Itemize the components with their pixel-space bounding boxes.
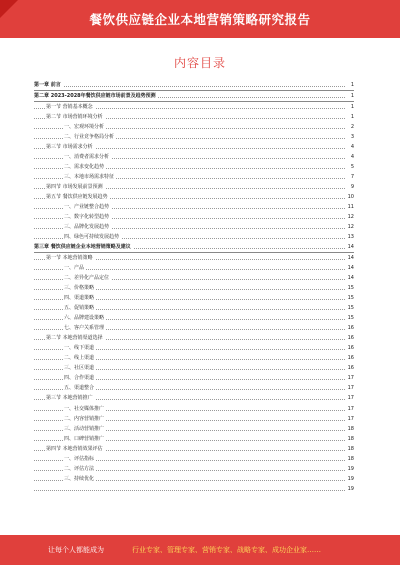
toc-entry[interactable] bbox=[34, 353, 354, 363]
toc-page-number: 2 bbox=[350, 124, 354, 131]
toc-entry[interactable] bbox=[34, 474, 354, 484]
toc-entry-title: 四、口碑营销推广 bbox=[64, 435, 105, 442]
toc-page-number: 1 bbox=[350, 104, 354, 111]
toc-entry[interactable] bbox=[34, 102, 354, 112]
toc-page-number: 14 bbox=[347, 265, 354, 272]
toc-entry-title: 第四节 本地营销效果评估 bbox=[46, 445, 103, 452]
toc-entry[interactable] bbox=[34, 323, 354, 333]
toc-page-number: 16 bbox=[347, 325, 354, 332]
toc-page-number: 4 bbox=[350, 154, 354, 161]
toc-entry[interactable] bbox=[34, 152, 354, 162]
report-title: 餐饮供应链企业本地营销策略研究报告 bbox=[89, 12, 311, 27]
toc-page-number: 18 bbox=[347, 435, 354, 442]
toc-entry[interactable] bbox=[34, 122, 354, 132]
toc-entry-title: 三、品牌化发展趋势 bbox=[64, 224, 110, 231]
toc-entry[interactable] bbox=[34, 444, 354, 454]
toc-leader-dots bbox=[34, 86, 345, 87]
toc-page-number: 11 bbox=[347, 204, 354, 211]
toc-entry-title: 一、评估指标 bbox=[64, 455, 95, 462]
toc-entry-title: 五、渠道整合 bbox=[64, 385, 95, 392]
toc-entry-title: 第一节 营销基本概念 bbox=[46, 104, 93, 111]
toc-page-number: 15 bbox=[347, 315, 354, 322]
toc-entry-title: 一、宏观环境分析 bbox=[64, 124, 105, 131]
toc-entry[interactable] bbox=[34, 454, 354, 464]
toc-page-number: 19 bbox=[347, 485, 354, 492]
toc-page-number: 17 bbox=[347, 415, 354, 422]
toc-entry[interactable] bbox=[34, 424, 354, 434]
toc-entry[interactable] bbox=[34, 253, 354, 263]
toc-entry-title: 四、渠道策略 bbox=[64, 295, 95, 302]
toc-entry[interactable] bbox=[34, 232, 354, 242]
toc-entry[interactable] bbox=[34, 283, 354, 293]
toc-page-number: 5 bbox=[350, 164, 354, 171]
toc-page-number: 4 bbox=[350, 144, 354, 151]
toc-entry-title: 第三章 餐饮供应链企业本地营销策略及建议 bbox=[34, 244, 131, 251]
toc-page-number: 17 bbox=[347, 395, 354, 402]
toc-entry-title: 第四节 市场发展前景预测 bbox=[46, 184, 103, 191]
toc-entry[interactable] bbox=[34, 273, 354, 283]
toc-entry[interactable] bbox=[34, 293, 354, 303]
toc-page-number: 17 bbox=[347, 405, 354, 412]
toc-entry-title: 第一章 前言 bbox=[34, 82, 61, 88]
toc-entry-title: 七、客户关系管理 bbox=[64, 325, 105, 332]
table-of-contents bbox=[34, 80, 354, 494]
toc-entry[interactable] bbox=[34, 80, 354, 91]
header-bar bbox=[0, 0, 400, 38]
toc-entry[interactable] bbox=[34, 172, 354, 182]
toc-page-number: 16 bbox=[347, 365, 354, 372]
toc-entry-title: 二、需求变化趋势 bbox=[64, 164, 105, 171]
toc-entry[interactable] bbox=[34, 313, 354, 323]
toc-entry-title: 一、消费者需求分析 bbox=[64, 154, 110, 161]
toc-page-number: 1 bbox=[350, 114, 354, 121]
toc-entry-title: 第五节 餐饮供应链发展趋势 bbox=[46, 194, 108, 201]
toc-entry-title: 五、促销策略 bbox=[64, 305, 95, 312]
toc-entry-title: 第一节 本地营销策略 bbox=[46, 255, 93, 262]
toc-entry-title: 第二章 2023-2028年餐饮供应链市场前景及趋势预测 bbox=[34, 93, 156, 100]
toc-page-number: 19 bbox=[347, 465, 354, 472]
footer-tagline: 行业专家、管理专家、营销专家、战略专家、成功企业家…… bbox=[132, 546, 321, 554]
toc-entry[interactable] bbox=[34, 182, 354, 192]
toc-entry-title: 三、活动营销推广 bbox=[64, 425, 105, 432]
toc-page-number: 17 bbox=[347, 375, 354, 382]
footer-slogan: 让每个人都能成为 bbox=[48, 546, 104, 554]
toc-entry[interactable] bbox=[34, 363, 354, 373]
toc-entry[interactable] bbox=[34, 383, 354, 393]
toc-page-number: 18 bbox=[347, 455, 354, 462]
toc-entry-title: 第三节 市场需求分析 bbox=[46, 144, 93, 151]
toc-entry[interactable] bbox=[34, 393, 354, 403]
toc-entry-title: 一、产品 bbox=[64, 265, 85, 272]
toc-entry-title: 二、内容营销推广 bbox=[64, 415, 105, 422]
toc-page-number: 13 bbox=[347, 234, 354, 241]
toc-page-number: 19 bbox=[347, 475, 354, 482]
toc-entry-title: 三、本地市场需求特征 bbox=[64, 174, 115, 181]
toc-entry[interactable] bbox=[34, 464, 354, 474]
toc-entry[interactable] bbox=[34, 162, 354, 172]
toc-entry-title: 二、评估方法 bbox=[64, 465, 95, 472]
toc-page-number: 15 bbox=[347, 305, 354, 312]
toc-page-number: 14 bbox=[347, 244, 354, 251]
toc-entry[interactable] bbox=[34, 373, 354, 383]
toc-entry-title: 一、产业链整合趋势 bbox=[64, 204, 110, 211]
toc-page-number: 3 bbox=[350, 134, 354, 141]
toc-entry-title: 二、差异化产品定位 bbox=[64, 275, 110, 282]
toc-page-number: 12 bbox=[347, 224, 354, 231]
toc-page-number: 17 bbox=[347, 385, 354, 392]
toc-page-number: 16 bbox=[347, 335, 354, 342]
toc-entry[interactable] bbox=[34, 132, 354, 142]
footer-bar bbox=[0, 535, 400, 565]
toc-entry-title: 第三节 本地营销推广 bbox=[46, 395, 93, 402]
toc-entry-title: 六、品牌建设策略 bbox=[64, 315, 105, 322]
toc-page-number: 18 bbox=[347, 445, 354, 452]
toc-entry-title: 第二节 本地营销渠道选择 bbox=[46, 335, 103, 342]
toc-entry-title: 第二节 市场营销环境分析 bbox=[46, 114, 103, 121]
toc-entry[interactable] bbox=[34, 434, 354, 444]
toc-entry[interactable] bbox=[34, 343, 354, 353]
toc-entry[interactable] bbox=[34, 222, 354, 232]
toc-entry[interactable] bbox=[34, 242, 354, 253]
toc-page-number: 7 bbox=[350, 174, 354, 181]
toc-leader-dots bbox=[34, 490, 345, 491]
toc-entry[interactable] bbox=[34, 333, 354, 343]
toc-entry[interactable] bbox=[34, 404, 354, 414]
toc-page-number: 18 bbox=[347, 425, 354, 432]
toc-page-number: 15 bbox=[347, 295, 354, 302]
toc-entry[interactable] bbox=[34, 112, 354, 122]
toc-page-number: 1 bbox=[350, 93, 354, 100]
toc-page-number: 10 bbox=[347, 194, 354, 201]
toc-entry[interactable] bbox=[34, 202, 354, 212]
toc-entry-title: 二、线上渠道 bbox=[64, 355, 95, 362]
toc-entry-title: 四、绿色可持续发展趋势 bbox=[64, 234, 120, 241]
toc-page-number: 14 bbox=[347, 255, 354, 262]
toc-entry[interactable] bbox=[34, 303, 354, 313]
toc-entry[interactable] bbox=[34, 414, 354, 424]
toc-page-number: 12 bbox=[347, 214, 354, 221]
toc-entry[interactable] bbox=[34, 91, 354, 102]
toc-entry-title: 三、持续优化 bbox=[64, 475, 95, 482]
toc-page-number: 15 bbox=[347, 285, 354, 292]
toc-entry-title: 二、行业竞争格局分析 bbox=[64, 134, 115, 141]
toc-entry[interactable] bbox=[34, 142, 354, 152]
toc-entry[interactable] bbox=[34, 484, 354, 494]
toc-page-number: 9 bbox=[350, 184, 354, 191]
toc-entry[interactable] bbox=[34, 212, 354, 222]
toc-entry-title: 三、价格策略 bbox=[64, 285, 95, 292]
toc-page-number: 16 bbox=[347, 345, 354, 352]
toc-title: 内容目录 bbox=[173, 56, 226, 70]
toc-entry[interactable] bbox=[34, 192, 354, 202]
toc-page-number: 14 bbox=[347, 275, 354, 282]
toc-page-number: 16 bbox=[347, 355, 354, 362]
toc-entry-title: 一、社交媒体推广 bbox=[64, 405, 105, 412]
toc-entry-title: 二、数字化转型趋势 bbox=[64, 214, 110, 221]
toc-entry[interactable] bbox=[34, 263, 354, 273]
toc-entry-title: 一、线下渠道 bbox=[64, 345, 95, 352]
toc-page-number: 1 bbox=[350, 82, 354, 88]
toc-entry-title: 三、社区渠道 bbox=[64, 365, 95, 372]
toc-entry-title: 四、合作渠道 bbox=[64, 375, 95, 382]
